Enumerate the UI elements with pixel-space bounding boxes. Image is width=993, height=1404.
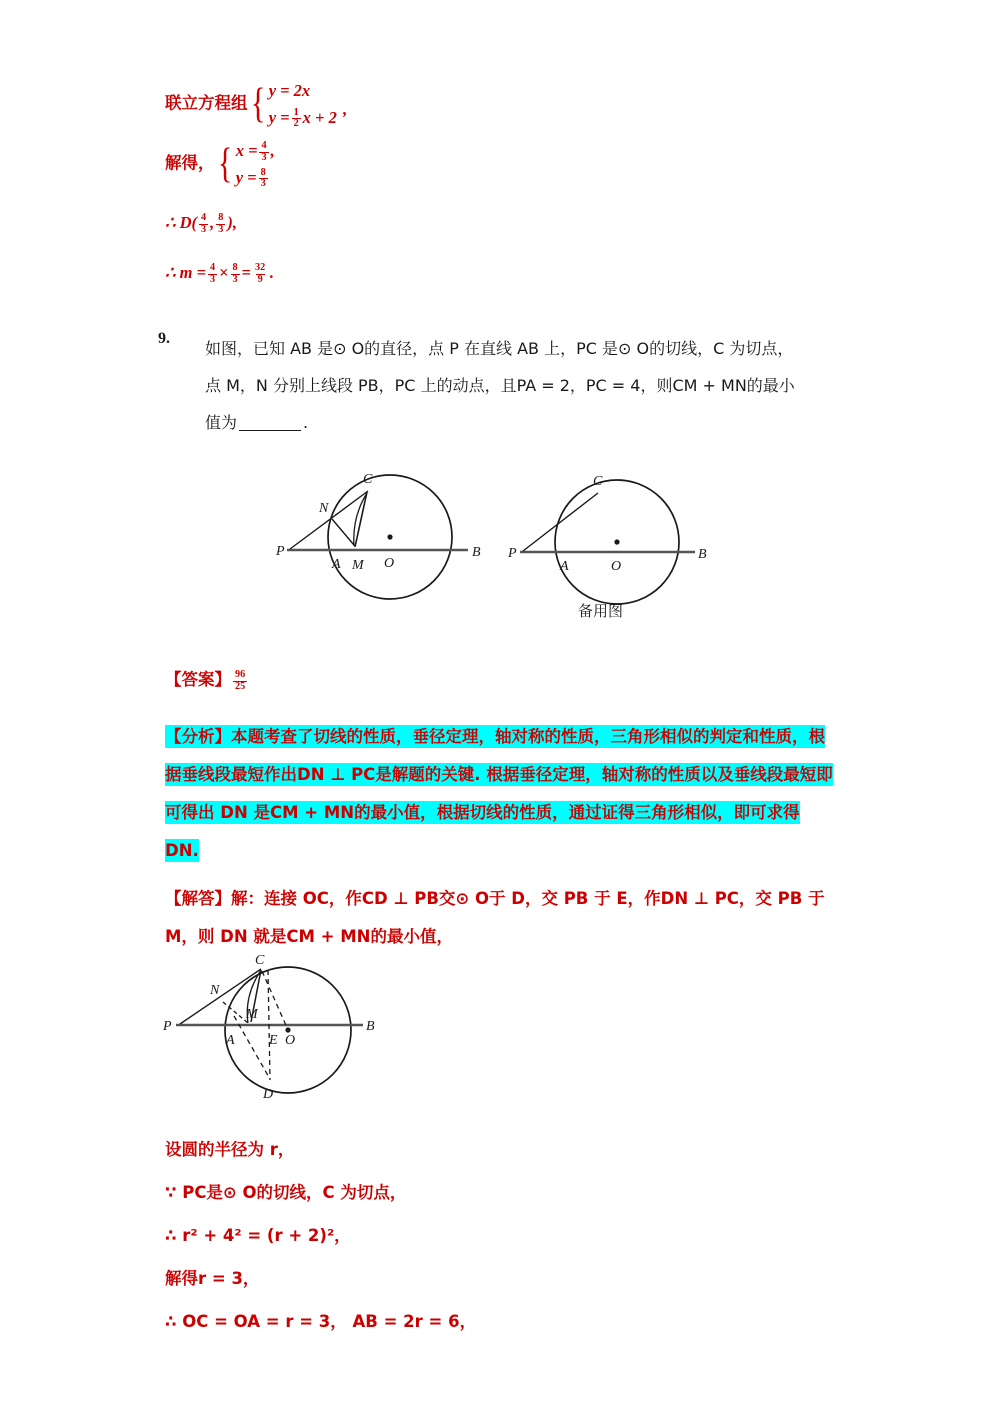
label-c: C xyxy=(255,953,265,968)
spare-figure xyxy=(505,462,720,612)
question-number: 9. xyxy=(158,330,170,347)
question-line-2: 点 M，N 分别上线段 PB，PC 上的动点，且PA = 2，PC = 4，则CM + MN的最小 xyxy=(205,376,795,395)
step-line: 解得r = 3， xyxy=(165,1269,260,1288)
label-a: A xyxy=(226,1033,235,1048)
line-cm xyxy=(355,492,367,547)
label-o: O xyxy=(285,1033,296,1048)
solve-row-y: y = $\frac{8}{3}$ xyxy=(235,167,266,190)
label-p: P xyxy=(508,546,517,561)
label-m: M xyxy=(352,558,364,573)
solution-text: 解：连接 OC，作CD ⊥ PB交⊙ O于 D，交 PB 于 E，作DN ⊥ PC，交 PB 于 M，则 DN 就是CM + MN的最小值， xyxy=(165,889,825,946)
label-p: P xyxy=(163,1019,172,1034)
question-block xyxy=(158,330,848,441)
center-dot xyxy=(614,539,619,544)
label-m: M xyxy=(246,1007,258,1022)
label-n: N xyxy=(210,983,220,998)
equation-joint-system: 联立方程组 { y = 2x y = $\frac{1}{2}$ x + 2 ’ xyxy=(165,78,346,131)
line-nm xyxy=(332,519,354,545)
joint-label: 联立方程组 xyxy=(165,93,248,113)
step-line: 设圆的半径为 r， xyxy=(165,1140,295,1159)
label-d: D xyxy=(263,1087,274,1102)
center-dot xyxy=(285,1027,290,1032)
label-c: C xyxy=(593,474,603,489)
solve-label: 解得， xyxy=(165,153,215,173)
line-co-dashed xyxy=(262,971,288,1030)
solve-row-x: x = $\frac{4}{3}$ , xyxy=(235,140,275,163)
center-dot xyxy=(387,534,392,539)
spare-figure-caption: 备用图 xyxy=(578,602,624,620)
analysis-label: 【分析】 xyxy=(165,727,231,746)
equation-point-d: ∴ D( $\frac{4}{3}$ , $\frac{8}{3}$ ), xyxy=(165,212,238,235)
label-a: A xyxy=(560,559,569,574)
joint-row-2: y = $\frac{1}{2}$ x + 2 ’ xyxy=(268,107,347,130)
problem-figure xyxy=(272,462,502,612)
question-line-3: 值为 . xyxy=(205,413,309,432)
question-body xyxy=(205,330,848,441)
solution-label: 【解答】 xyxy=(165,889,231,908)
label-b: B xyxy=(472,545,481,560)
solution-block xyxy=(165,880,843,956)
label-b: B xyxy=(366,1019,375,1034)
label-n: N xyxy=(319,501,329,516)
label-p: P xyxy=(276,544,285,559)
equation-m-value: ∴ m = $\frac{4}{3}$ × $\frac{8}{3}$ = $\frac{32}{9}$ . xyxy=(165,262,274,285)
step-line: ∵ PC是⊙ O的切线，C 为切点， xyxy=(165,1183,407,1202)
analysis-text: 本题考查了切线的性质，垂径定理，轴对称的性质，三角形相似的判定和性质，根据垂线段最短作出DN ⊥ PC是解题的关键. 根据垂径定理，轴对称的性质以及垂线段最短即可得出 DN 是CM + MN的最小值，根据切线的性质，通过证得三角形相似，即可求得 DN. xyxy=(165,727,833,860)
step-line: ∴ OC = OA = r = 3， AB = 2r = 6， xyxy=(165,1312,477,1331)
answer-block xyxy=(165,666,249,692)
analysis-block xyxy=(165,718,837,870)
label-b: B xyxy=(698,547,707,562)
question-line-1: 如图，已知 AB 是⊙ O的直径，点 P 在直线 AB 上，PC 是⊙ O的切线，C 为切点， xyxy=(205,339,794,358)
label-o: O xyxy=(384,556,395,571)
label-a: A xyxy=(332,557,341,572)
answer-label: 【答案】 xyxy=(165,670,231,689)
answer-blank[interactable] xyxy=(239,430,301,431)
joint-row-1: y = 2x xyxy=(268,81,311,100)
answer-value: $\frac{96}{25}$ xyxy=(235,669,246,692)
label-c: C xyxy=(363,472,373,487)
label-e: E xyxy=(269,1033,278,1048)
label-o: O xyxy=(611,559,622,574)
solution-figure xyxy=(158,952,408,1102)
equation-solution-system: 解得， { x = $\frac{4}{3}$ , y = $\frac{8}{3}$ xyxy=(165,138,275,191)
line-pc xyxy=(523,493,598,551)
solution-steps xyxy=(165,1128,765,1343)
step-line: ∴ r² + 4² = (r + 2)²， xyxy=(165,1226,351,1245)
